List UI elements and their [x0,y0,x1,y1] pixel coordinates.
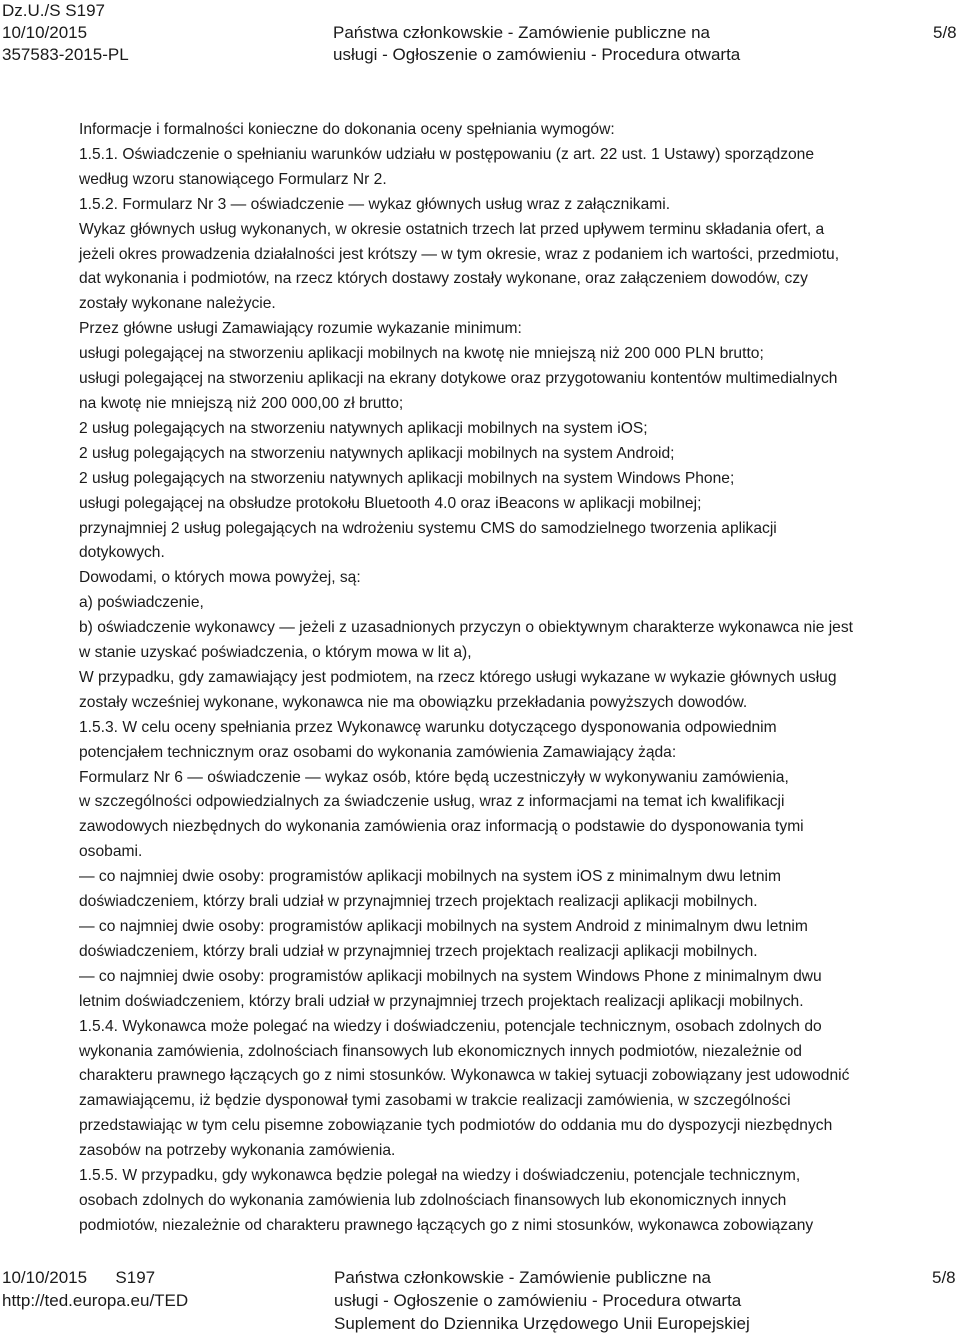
body-line: 2 usług polegających na stworzeniu natywnych aplikacji mobilnych na system iOS; [79,419,648,437]
body-line: letnim doświadczeniem, którzy brali udział w przynajmniej trzech projektach realizacji aplikacji mobilnych. [79,992,804,1010]
body-line: w stanie uzyskać poświadczenia, o którym mowa w lit a), [79,644,472,662]
body-line: Przez główne usługi Zamawiający rozumie wykazanie minimum: [79,320,522,338]
body-line: zostały wcześniej wykonane, wykonawca nie ma obowiązku przekładania powyższych dowodów. [79,693,748,711]
notice-number: 357583-2015-PL [2,45,129,64]
body-line: b) oświadczenie wykonawcy — jeżeli z uzasadnionych przyczyn o obiektywnym charakterze wykonawca nie jest [79,619,853,637]
body-line: doświadczeniem, którzy brali udział w przynajmniej trzech projektach realizacji aplikacji mobilnych. [79,942,758,960]
body-line: Informacje i formalności konieczne do dokonania oceny spełniania wymogów: [79,121,615,138]
body-line: podmiotów, niezależnie od charakteru prawnego łączących go z nimi stosunków, wykonawca zobowiązany [79,1216,814,1234]
body-line: zasobów na potrzeby wykonania zamówienia. [79,1142,396,1160]
body-line: osobami. [79,843,143,861]
footer-page-number: 5/8 [932,1268,956,1287]
body-line: usługi polegającej na obsłudze protokołu Bluetooth 4.0 oraz iBeacons w aplikacji mobilnej; [79,494,702,512]
body-line: dotykowych. [79,544,165,562]
body-line: Wykaz głównych usług wykonanych, w okresie ostatnich trzech lat przed upływem terminu składania ofert, a [79,220,825,238]
journal-reference: Dz.U./S S197 [2,1,105,20]
body-line: według wzoru stanowiącego Formularz Nr 2. [79,170,387,188]
body-line: wykonania zamówienia, zdolnościach finansowych lub ekonomicznych innych podmiotów, niezależnie od [79,1042,802,1060]
body-line: — co najmniej dwie osoby: programistów aplikacji mobilnych na system iOS z minimalnym dwu letnim [79,868,781,886]
footer-date-issue: 10/10/2015 S197 [2,1268,156,1287]
footer-supplement: Suplement do Dziennika Urzędowego Unii Europejskiej [334,1314,750,1333]
body-line: w szczególności odpowiedzialnych za świadczenie usług, wraz z informacjami na temat ich kwalifikacji [79,793,785,811]
body-line: 1.5.4. Wykonawca może polegać na wiedzy i doświadczeniu, potencjale technicznym, osobach zdolnych do [79,1017,822,1035]
footer-center [334,1266,750,1335]
body-line: W przypadku, gdy zamawiający jest podmiotem, na rzecz którego usługi wykazane w wykazie głównych usług [79,668,837,686]
body-line: — co najmniej dwie osoby: programistów aplikacji mobilnych na system Windows Phone z minimalnym dwu [79,967,822,985]
body-line: zawodowych niezbędnych do wykonania zamówienia oraz informacją o podstawie do dysponowania tymi [79,818,804,836]
body-line: Formularz Nr 6 — oświadczenie — wykaz osób, które będą uczestniczyły w wykonywaniu zamówienia, [79,768,789,786]
body-line: 2 usług polegających na stworzeniu natywnych aplikacji mobilnych na system Android; [79,444,675,462]
body-line: Dowodami, o których mowa powyżej, są: [79,569,361,587]
header-left [2,0,129,66]
body-line: doświadczeniem, którzy brali udział w przynajmniej trzech projektach realizacji aplikacji mobilnych. [79,893,758,911]
body-line: jeżeli okres prowadzenia działalności jest krótszy — w tym okresie, wraz z podaniem ich wartości, przedmiotu, [79,245,840,263]
body-line: a) poświadczenie, [79,594,204,612]
body-line: osobach zdolnych do wykonania zamówienia lub zdolnościach finansowych lub ekonomicznych innych [79,1191,787,1209]
publication-date: 10/10/2015 [2,23,88,42]
body-line: usługi polegającej na stworzeniu aplikacji na ekrany dotykowe oraz przygotowaniu kontentów multimedialnych [79,370,838,388]
body-line: charakteru prawnego łączących go z nimi stosunków. Wykonawca w takiej sytuacji zobowiązany jest udowodnić [79,1067,850,1085]
body-line: — co najmniej dwie osoby: programistów aplikacji mobilnych na system Android z minimalnym dwu letnim [79,918,808,935]
header-center [333,22,740,66]
body-line: 2 usług polegających na stworzeniu natywnych aplikacji mobilnych na system Windows Phone; [79,469,735,487]
header-title-line-2: usługi - Ogłoszenie o zamówieniu - Procedura otwarta [333,45,741,64]
body-line: dat wykonania i podmiotów, na rzecz których dostawy zostały wykonane, oraz załączeniem dowodów, czy [79,270,808,288]
body-line: 1.5.2. Formularz Nr 3 — oświadczenie — wykaz głównych usług wraz z załącznikami. [79,195,671,213]
body-line: 1.5.3. W celu oceny spełniania przez Wykonawcę warunku dotyczącego dysponowania odpowiednim [79,718,777,736]
body-line: usługi polegającej na stworzeniu aplikacji mobilnych na kwotę nie mniejszą niż 200 000 PLN brutto; [79,345,764,363]
body-line: 1.5.1. Oświadczenie o spełnianiu warunków udziału w postępowaniu (z art. 22 ust. 1 Ustawy) sporządzone [79,145,815,163]
footer-title-line-1: Państwa członkowskie - Zamówienie publiczne na [334,1268,712,1287]
body-line: zostały wykonane należycie. [79,295,276,313]
body-line: 1.5.5. W przypadku, gdy wykonawca będzie polegał na wiedzy i doświadczeniu, potencjale technicznym, [79,1167,801,1185]
footer-title-line-2: usługi - Ogłoszenie o zamówieniu - Procedura otwarta [334,1291,742,1310]
document-body [79,118,959,1239]
body-line: potencjałem technicznym oraz osobami do wykonania zamówienia Zamawiający żąda: [79,743,677,761]
body-line: przynajmniej 2 usług polegających na wdrożeniu systemu CMS do samodzielnego tworzenia aplikacji [79,519,777,537]
footer-url: http://ted.europa.eu/TED [2,1291,189,1310]
header-page-number: 5/8 [933,23,957,42]
body-line: przedstawiając w tym celu pisemne zobowiązanie tych podmiotów do oddania mu do dyspozycji niezbędnych [79,1117,833,1135]
body-line: zamawiającemu, iż będzie dysponował tymi zasobami w trakcie realizacji zamówienia, w szczególności [79,1092,791,1110]
footer-left [2,1266,188,1312]
body-line: na kwotę nie mniejszą niż 200 000,00 zł brutto; [79,394,404,412]
header-title-line-1: Państwa członkowskie - Zamówienie publiczne na [333,23,711,42]
